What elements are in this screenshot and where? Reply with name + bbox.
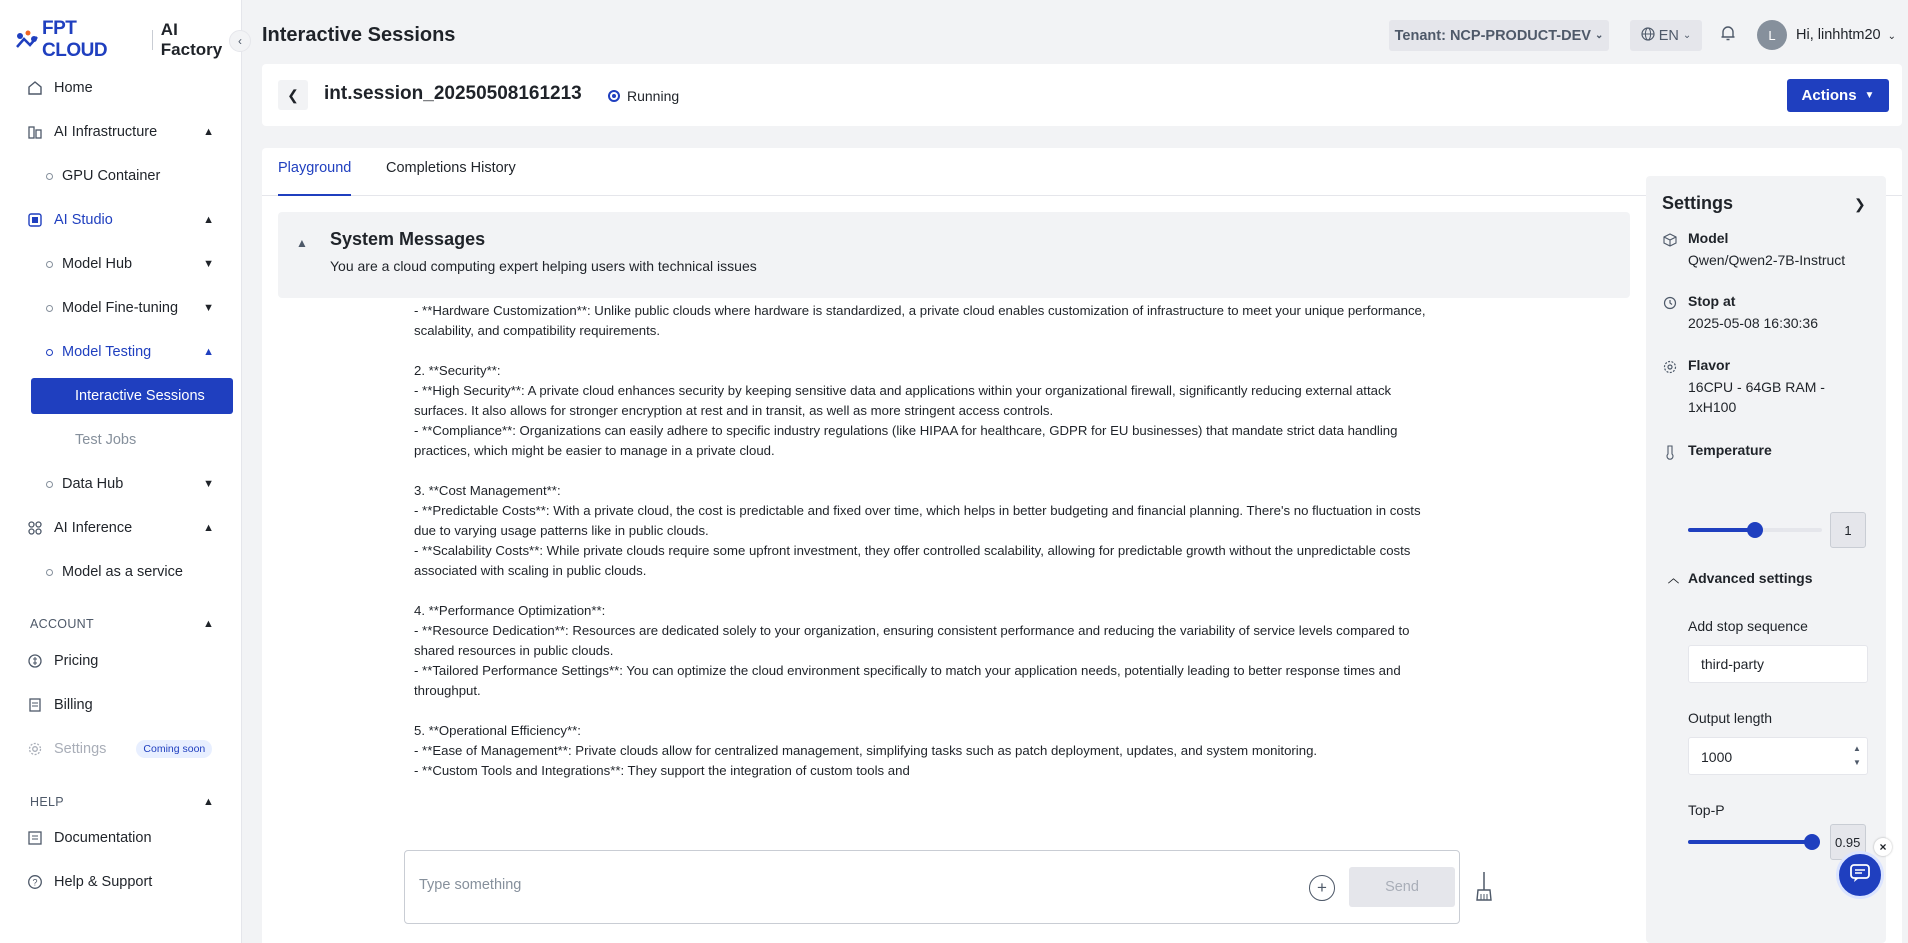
advanced-settings-toggle[interactable] bbox=[1668, 570, 1812, 586]
document-icon bbox=[26, 829, 44, 847]
support-chat-button[interactable] bbox=[1836, 851, 1884, 899]
home-icon bbox=[26, 79, 44, 97]
globe-icon bbox=[1641, 27, 1655, 45]
sidebar-item-ai-infrastructure[interactable] bbox=[26, 114, 230, 150]
send-button[interactable]: Send bbox=[1349, 867, 1455, 907]
status-badge bbox=[608, 88, 679, 104]
chevron-left-icon: ❮ bbox=[287, 86, 299, 103]
top-p-slider[interactable] bbox=[1688, 840, 1818, 844]
notifications-button[interactable] bbox=[1717, 24, 1739, 46]
stop-at-label: Stop at bbox=[1688, 293, 1736, 309]
language-label: EN bbox=[1658, 27, 1679, 44]
status-dot-icon bbox=[608, 90, 620, 102]
greeting-label: Hi, linhhtm20 bbox=[1796, 27, 1881, 43]
sidebar-item-label: Interactive Sessions bbox=[75, 388, 205, 404]
sidebar-item-ai-studio[interactable] bbox=[26, 202, 230, 238]
history-icon bbox=[1662, 295, 1678, 311]
message-line: - **Resource Dedication**: Resources are dedicated solely to your organization, ensuring consistent performance and reducing the variability of service levels compared to bbox=[414, 623, 1410, 638]
chat-input[interactable] bbox=[419, 877, 1219, 893]
sidebar-item-data-hub[interactable] bbox=[46, 466, 230, 502]
chevron-down-icon: ⌄ bbox=[1887, 31, 1897, 42]
cube-icon bbox=[1662, 232, 1678, 248]
sidebar-item-model-testing[interactable] bbox=[46, 334, 230, 370]
language-selector[interactable] bbox=[1630, 20, 1702, 51]
chevron-down-icon: ▼ bbox=[203, 258, 214, 270]
sidebar-item-documentation[interactable] bbox=[26, 820, 230, 856]
page-title: Interactive Sessions bbox=[262, 24, 456, 46]
tenant-label: Tenant: NCP-PRODUCT-DEV bbox=[1394, 27, 1591, 44]
logo-divider bbox=[152, 30, 153, 50]
chevron-up-icon: ︿ bbox=[1668, 573, 1679, 585]
help-icon bbox=[26, 873, 44, 891]
system-messages-title: System Messages bbox=[330, 229, 486, 249]
sidebar-item-label: Billing bbox=[54, 697, 93, 713]
chevron-down-icon: ⌄ bbox=[1594, 30, 1604, 41]
message-line: - **Tailored Performance Settings**: You can optimize the cloud environment specifically to match your application needs, potentially leading to better response times and bbox=[414, 663, 1401, 678]
sidebar-item-label: Home bbox=[54, 80, 93, 96]
tab-playground[interactable]: Playground bbox=[278, 160, 351, 196]
sidebar bbox=[0, 0, 242, 943]
broom-icon bbox=[1474, 891, 1494, 908]
bell-icon bbox=[1719, 24, 1737, 47]
chevron-left-icon: ‹ bbox=[238, 34, 242, 48]
stop-at-value: 2025-05-08 16:30:36 bbox=[1688, 315, 1818, 331]
receipt-icon bbox=[26, 696, 44, 714]
flavor-value: 16CPU - 64GB RAM - 1xH100 bbox=[1688, 379, 1825, 415]
chevron-up-icon: ▲ bbox=[203, 346, 214, 358]
studio-icon bbox=[26, 211, 44, 229]
section-label-help: HELP bbox=[30, 795, 64, 809]
message-line: - **Compliance**: Organizations can easily adhere to specific industry regulations (like HIPAA for healthcare, GDPR for EU businesses) that mandate strict data handling bbox=[414, 423, 1398, 438]
model-label: Model bbox=[1688, 230, 1729, 246]
server-icon bbox=[26, 123, 44, 141]
message-line bbox=[414, 701, 1494, 721]
message-line: - **Custom Tools and Integrations**: They support the integration of custom tools and bbox=[414, 763, 910, 778]
sidebar-item-label: AI Inference bbox=[54, 520, 133, 536]
stop-sequence-label: Add stop sequence bbox=[1688, 618, 1808, 634]
sidebar-item-home[interactable] bbox=[26, 70, 230, 106]
message-line: shared resources in public clouds. bbox=[414, 643, 614, 658]
sidebar-item-label: Help & Support bbox=[54, 874, 153, 890]
plus-icon: + bbox=[1317, 878, 1327, 897]
top-p-label: Top-P bbox=[1688, 802, 1725, 818]
message-line: - **High Security**: A private cloud enhances security by keeping sensitive data and applications within your organizational firewall, significantly reducing external attack bbox=[414, 383, 1392, 398]
system-message-text: You are a cloud computing expert helping users with technical issues bbox=[330, 258, 757, 274]
model-value: Qwen/Qwen2-7B-Instruct bbox=[1688, 252, 1846, 268]
sidebar-item-label: AI Studio bbox=[54, 212, 113, 228]
tag-icon bbox=[26, 652, 44, 670]
sidebar-collapse-button[interactable] bbox=[229, 30, 251, 52]
temperature-slider-fill bbox=[1688, 528, 1755, 532]
sidebar-item-gpu-container[interactable] bbox=[46, 158, 230, 194]
message-line: due to varying usage patterns like in public clouds. bbox=[414, 523, 709, 538]
bullet-icon bbox=[46, 261, 53, 268]
chevron-right-icon[interactable]: ❯ bbox=[1854, 196, 1866, 212]
main-panel bbox=[262, 148, 1902, 943]
message-line: - **Predictable Costs**: With a private cloud, the cost is predictable and fixed over time, which helps in better budgeting and financial planning. There's no fluctuation in costs bbox=[414, 503, 1421, 518]
user-menu[interactable] bbox=[1796, 27, 1896, 43]
message-line bbox=[414, 341, 1494, 361]
tenant-selector[interactable] bbox=[1389, 20, 1609, 51]
sidebar-item-label: Model as a service bbox=[62, 564, 183, 580]
temperature-slider[interactable] bbox=[1688, 528, 1822, 532]
chevron-down-icon: ▼ bbox=[1864, 90, 1875, 101]
sidebar-item-settings bbox=[26, 731, 230, 767]
sidebar-item-label: AI Infrastructure bbox=[54, 124, 158, 140]
sidebar-item-model-fine-tuning[interactable] bbox=[46, 290, 230, 326]
message-line: scalability, and compatibility requirements. bbox=[414, 323, 661, 338]
sidebar-item-label: Documentation bbox=[54, 830, 152, 846]
close-icon[interactable]: × bbox=[1874, 838, 1892, 856]
flavor-label: Flavor bbox=[1688, 357, 1731, 373]
tab-completions-history[interactable]: Completions History bbox=[386, 160, 516, 176]
message-line: - **Scalability Costs**: While private clouds require some upfront investment, they offer controlled scalability, allowing for predictable growth without the unpredictable costs bbox=[414, 543, 1411, 558]
chevron-up-icon: ▲ bbox=[203, 522, 214, 534]
message-line: surfaces. It also allows for stronger encryption at rest and in transit, as well as more stringent access controls. bbox=[414, 403, 1054, 418]
chevron-down-icon: ▼ bbox=[203, 478, 214, 490]
sidebar-item-interactive-sessions[interactable] bbox=[31, 378, 233, 414]
message-line: - **Hardware Customization**: Unlike public clouds where hardware is standardized, a private cloud enables customization of infrastructure to meet your unique performance, bbox=[414, 303, 1426, 318]
message-line: throughput. bbox=[414, 683, 481, 698]
sidebar-item-billing[interactable] bbox=[26, 687, 230, 723]
section-label-account: ACCOUNT bbox=[30, 617, 94, 631]
message-line: associated with scaling in public clouds. bbox=[414, 563, 647, 578]
message-line: 5. **Operational Efficiency**: bbox=[414, 723, 581, 738]
actions-label: Actions bbox=[1801, 87, 1857, 104]
top-p-value[interactable]: 0.95 bbox=[1830, 824, 1866, 860]
clear-chat-button[interactable] bbox=[1474, 870, 1494, 904]
sidebar-item-ai-inference[interactable] bbox=[26, 510, 230, 546]
bullet-icon bbox=[46, 569, 53, 576]
chat-area[interactable] bbox=[278, 298, 1630, 813]
chevron-up-icon[interactable]: ▲ bbox=[203, 796, 214, 808]
advanced-settings-label: Advanced settings bbox=[1688, 570, 1813, 586]
bullet-icon bbox=[46, 305, 53, 312]
session-header bbox=[262, 64, 1902, 126]
bullet-icon bbox=[46, 481, 53, 488]
output-length-value: 1000 bbox=[1701, 749, 1733, 765]
message-line bbox=[414, 461, 1494, 481]
avatar[interactable]: L bbox=[1757, 20, 1787, 50]
coming-soon-badge: Coming soon bbox=[136, 740, 212, 758]
add-attachment-button[interactable] bbox=[1309, 875, 1335, 901]
chevron-up-icon[interactable]: ▲ bbox=[203, 618, 214, 630]
settings-title: Settings bbox=[1662, 193, 1734, 213]
gear-icon bbox=[26, 740, 44, 758]
brand-logo[interactable] bbox=[14, 18, 242, 61]
sidebar-item-label: Data Hub bbox=[62, 476, 124, 492]
sidebar-item-label: Pricing bbox=[54, 653, 99, 669]
sidebar-item-label: Test Jobs bbox=[75, 432, 137, 448]
fpt-logo-icon bbox=[14, 29, 40, 51]
stop-sequence-input[interactable] bbox=[1688, 645, 1868, 683]
stepper-arrows-icon[interactable]: ▲ ▼ bbox=[1853, 744, 1861, 767]
temperature-label: Temperature bbox=[1688, 442, 1772, 458]
chip-icon bbox=[1662, 359, 1678, 375]
assistant-message bbox=[414, 281, 1494, 781]
sidebar-item-label: Model Hub bbox=[62, 256, 133, 272]
sidebar-item-label: Model Testing bbox=[62, 344, 152, 360]
chevron-up-icon[interactable]: ▲ bbox=[296, 236, 308, 250]
system-messages-panel bbox=[278, 212, 1630, 298]
sidebar-item-model-as-a-service[interactable] bbox=[46, 554, 230, 590]
message-line bbox=[414, 581, 1494, 601]
sidebar-item-label: Model Fine-tuning bbox=[62, 300, 179, 316]
temperature-value[interactable]: 1 bbox=[1830, 512, 1866, 548]
sidebar-item-model-hub[interactable] bbox=[46, 246, 230, 282]
thermometer-icon bbox=[1662, 444, 1678, 460]
top-p-slider-fill bbox=[1688, 840, 1812, 844]
output-length-stepper[interactable] bbox=[1688, 737, 1868, 775]
session-name: int.session_20250508161213 bbox=[324, 83, 582, 104]
message-line: - **Ease of Management**: Private clouds allow for centralized management, simplifying tasks such as patch deployment, updates, and system monitoring. bbox=[414, 743, 1318, 758]
message-line: 3. **Cost Management**: bbox=[414, 483, 561, 498]
message-line: 4. **Performance Optimization**: bbox=[414, 603, 606, 618]
message-line: practices, which might be easier to manage in a private cloud. bbox=[414, 443, 775, 458]
chevron-down-icon: ⌄ bbox=[1682, 30, 1692, 41]
grid-icon bbox=[26, 519, 44, 537]
chevron-up-icon: ▲ bbox=[203, 126, 214, 138]
back-button[interactable] bbox=[278, 80, 308, 110]
chevron-up-icon: ▲ bbox=[203, 214, 214, 226]
sidebar-item-label: GPU Container bbox=[62, 168, 161, 184]
bullet-icon bbox=[46, 349, 53, 356]
product-name: AI Factory bbox=[160, 20, 223, 59]
sidebar-item-test-jobs[interactable] bbox=[31, 422, 233, 458]
message-line: 2. **Security**: bbox=[414, 363, 501, 378]
top-p-slider-thumb[interactable] bbox=[1804, 834, 1820, 850]
actions-button[interactable] bbox=[1787, 79, 1889, 112]
status-label: Running bbox=[627, 88, 680, 104]
settings-panel bbox=[1646, 176, 1886, 943]
chevron-down-icon: ▼ bbox=[203, 302, 214, 314]
logo-text: FPT CLOUD bbox=[42, 18, 108, 61]
temperature-slider-thumb[interactable] bbox=[1747, 522, 1763, 538]
svg-text:?: ? bbox=[32, 877, 38, 888]
chat-input-box bbox=[404, 850, 1460, 924]
sidebar-item-label: Settings bbox=[54, 741, 107, 757]
sidebar-item-help-support[interactable] bbox=[26, 864, 230, 900]
bullet-icon bbox=[46, 173, 53, 180]
output-length-label: Output length bbox=[1688, 710, 1773, 726]
sidebar-item-pricing[interactable] bbox=[26, 643, 230, 679]
chat-icon bbox=[1849, 862, 1871, 889]
